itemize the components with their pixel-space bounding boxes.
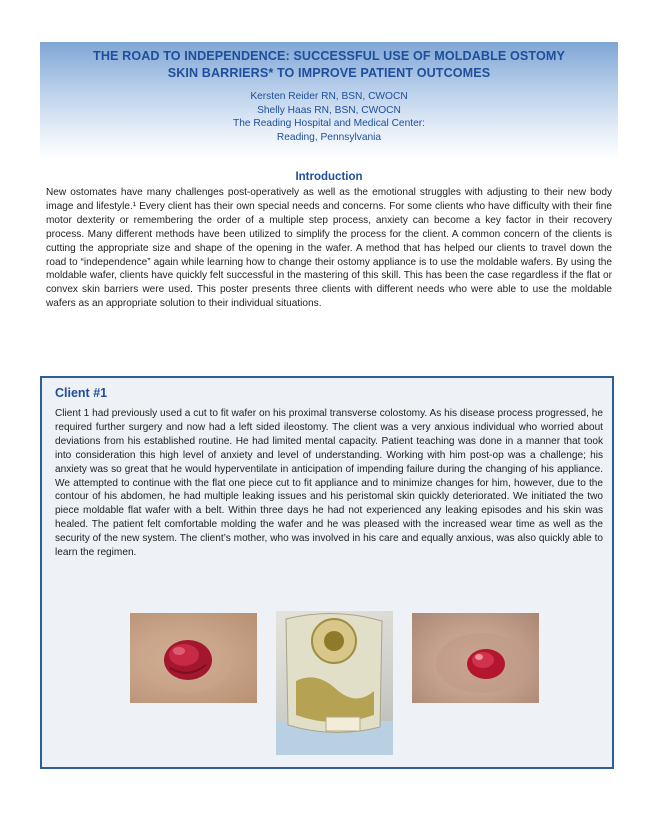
author-2: Shelly Haas RN, BSN, CWOCN [257, 104, 401, 116]
stoma-photo-icon [130, 613, 257, 703]
intro-heading: Introduction [295, 171, 363, 183]
author-1: Kersten Reider RN, BSN, CWOCN [250, 91, 408, 102]
ostomy-pouch-photo-icon [276, 611, 393, 755]
title-line-2: SKIN BARRIERS* TO IMPROVE PATIENT OUTCOMES [167, 66, 491, 80]
intro-paragraph: New ostomates have many challenges post-operatively as well as the emotional struggles with adjusting to their new body image and lifestyle.¹ Every client has their own special needs and concerns. For some clients who have difficulty with their fine motor dexterity or remembering the order of a multiple step process, anxiety can become a key factor in their recovery process. Many different methods have been utilized to simplify the process for the client. A common concern of the clients is cutting the appropriate size and shape of the opening in the wafer. A method that has helped our clients to travel down the road to “independence” again while learning how to change their ostomy appliance is to use the moldable wafers. By using the moldable wafer, clients have quickly felt successful in the mastering of this skill. This has been the case regardless if the flat or convex skin barriers were used. This poster presents three clients with different needs who were able to use the moldable wafers as an appropriate solution to their individual situations. [46, 187, 612, 310]
poster-title [40, 48, 618, 82]
stoma-photo-icon [412, 613, 539, 703]
author-block [40, 90, 618, 144]
client-1-paragraph: Client 1 had previously used a cut to fit wafer on his proximal transverse colostomy. As his disease process progressed, he required further surgery and now had a left sided ileostomy. The client was a very anxious individual who worried about deviations from his established routine. He had limited mental capacity. Patient teaching was done in a manner that took into consideration this high level of anxiety and level of understanding. Working with him post-op was a challenge; his anxiety was so great that he would hyperventilate in anticipation of impending failure during the changing of his appliance. We attempted to continue with the flat one piece cut to fit appliance and to minimize changes for him, however, due to the contour of his abdomen, he had multiple leaking issues and his peristomal skin quickly deteriorated. We initiated the two piece moldable flat wafer with a belt. Within three days he had not experienced any leaking episodes and his skin was healed. The patient felt comfortable molding the wafer and he was pleased with the increased wear time as well as the security of the new system. The client’s mother, who was involved in his care and equally anxious, was also quickly able to learn the regimen. [55, 408, 603, 559]
location: Reading, Pennsylvania [276, 131, 382, 143]
institution: The Reading Hospital and Medical Center: [233, 118, 425, 129]
client-1-heading: Client #1 [55, 386, 108, 400]
title-line-1: THE ROAD TO INDEPENDENCE: SUCCESSFUL USE OF MOLDABLE OSTOMY [93, 49, 565, 63]
